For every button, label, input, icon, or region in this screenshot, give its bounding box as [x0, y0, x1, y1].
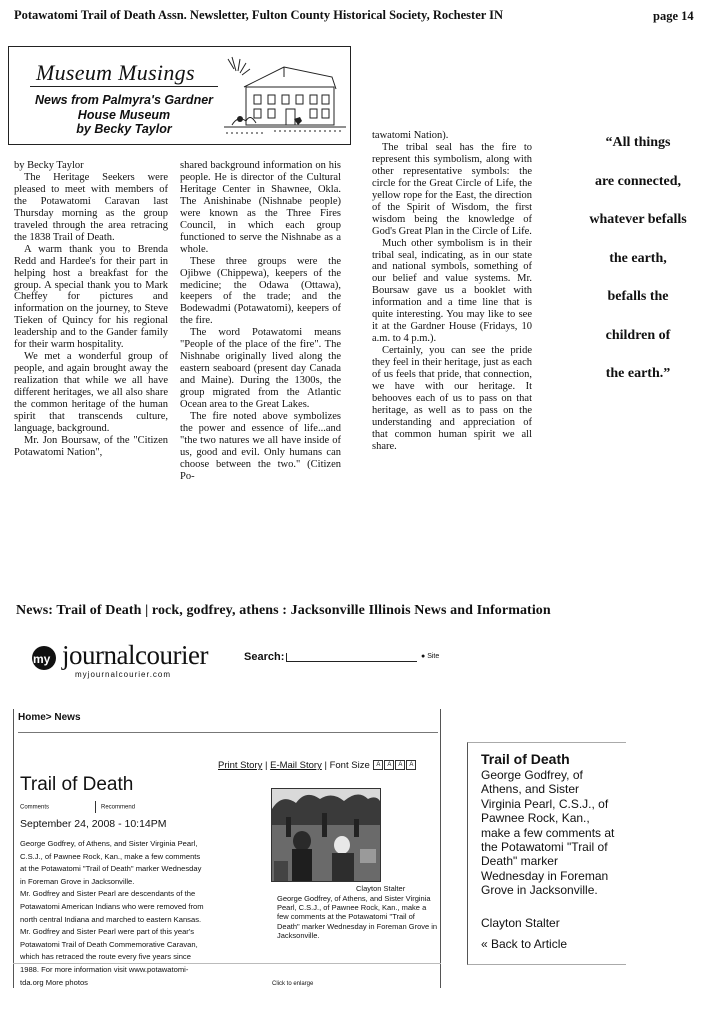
body-line: Mr. Godfrey and Sister Pearl were part of this year's [20, 927, 195, 937]
article-column-1 [14, 160, 168, 459]
body-line: north central Indiana and marched to eastern Kansas. [20, 914, 202, 924]
body-line: Mr. Godfrey and Sister Pearl are descendants of the [20, 889, 196, 899]
article-paragraph: The tribal seal has the fire to represent this symbolism, along with other representative symbols: the circle for the Great Circle of Life, the yellow rope for the East, the direction of the Spirit of Wisdom, the first wisdom being the knowledge of God's Great Plan in the Circle of Life. [372, 141, 532, 237]
divider [13, 709, 14, 988]
separator [95, 801, 96, 813]
divider [18, 732, 438, 733]
article-column-2 [180, 160, 341, 483]
subtitle-line: House Museum [77, 107, 171, 122]
quote-line: children of [605, 327, 671, 343]
quote-line: the earth, [609, 250, 667, 266]
article-paragraph: The Heritage Seekers were pleased to meet with members of the Potawatomi Caravan last Thursday morning as the group traveled through the area retracing the 1838 Trail of Death. [14, 171, 168, 243]
body-line: Potawatomi Trail of Death Commemorative Caravan, [20, 939, 198, 949]
photo-image [272, 789, 380, 881]
story-meta-links [20, 801, 135, 813]
journalcourier-logo-icon[interactable] [30, 645, 62, 671]
story-toolbar [218, 760, 416, 771]
photo-credit: Clayton Stalter [356, 884, 406, 893]
sidebar-title: Trail of Death [481, 751, 570, 767]
email-story-link[interactable]: E-Mail Story [270, 760, 322, 771]
article-paragraph: The word Potawatomi means "People of the place of the fire". The Nishnabe originally lived along the eastern seaboard (present day Canada and Maine). During the 1300s, the group migrated from the Atlantic Ocean area to the Great Lakes. [180, 327, 341, 411]
quote-line: “All things [605, 135, 671, 150]
search-scope-label: Site [427, 653, 440, 660]
sidebar-credit: Clayton Stalter [481, 916, 560, 930]
webpage-headline: News: Trail of Death | rock, godfrey, athens : Jacksonville Illinois News and Information [16, 603, 551, 618]
logo-mark-text: my [33, 652, 51, 666]
article-paragraph: shared background information on his people. He is director of the Cultural Heritage Center in Shawnee, Okla. The Anishinabe (Nishnabe people) were known as the Three Fires Council, in which each group functioned to serve the Nishnabe as a whole. [180, 160, 341, 255]
body-line[interactable]: tda.org More photos [20, 977, 88, 987]
toolbar-separator: | [324, 760, 327, 771]
sidebar-caption: George Godfrey, of Athens, and Sister Virginia Pearl, C.S.J., of Pawnee Rock, Kan., make a few comments at the Potawatomi "Trail of Death" marker Wednesday in Foreman Grove in Jacksonville. [481, 768, 615, 898]
story-photo[interactable] [271, 788, 381, 882]
article-paragraph: The fire noted above symbolizes the power and essence of life...and "the two natures we all have inside of us, good and evil. Only humans can choose between the two." (Citizen Po- [180, 411, 341, 482]
print-story-link[interactable]: Print Story [218, 760, 263, 771]
search-input[interactable] [286, 653, 417, 662]
radio-icon[interactable]: ● [421, 653, 426, 660]
body-line: which has retraced the route every five years since [20, 952, 191, 962]
search-scope[interactable] [421, 653, 439, 660]
font-size-label: Font Size [329, 760, 370, 771]
subtitle-line: News from Palmyra's Gardner [34, 93, 214, 107]
photo-caption: George Godfrey, of Athens, and Sister Virginia Pearl, C.S.J., of Pawnee Rock, Kan., make a few comments at the Potawatomi "Trail of Death" marker Wednesday in Foreman Grove in Jacksonville. [277, 894, 438, 940]
quote-line: the earth.” [605, 366, 671, 381]
font-size-button[interactable]: A [384, 760, 394, 770]
body-line: in Foreman Grove in Jacksonville. [20, 876, 135, 886]
museum-musings-subtitle [24, 93, 224, 137]
recommend-link[interactable]: Recommend [101, 804, 136, 811]
article-column-3 [372, 130, 532, 453]
back-to-article-link[interactable]: « Back to Article [481, 937, 568, 951]
search-label: Search: [244, 651, 285, 663]
comments-link[interactable]: Comments [20, 804, 50, 811]
site-logo-text[interactable]: journalcourier [62, 640, 208, 670]
body-line: at the Potawatomi "Trail of Death" marker Wednesday [20, 864, 202, 874]
article-paragraph: We met a wonderful group of people, and again brought away the realization that while we all have different heritages, we all also share the common heritage of the human spirit that transcends culture, language, background. [14, 351, 168, 434]
quote-line: are connected, [594, 173, 682, 189]
body-line: 1988. For more information visit www.potawatomi- [20, 964, 189, 974]
article-paragraph: A warm thank you to Brenda Redd and Hardee's for their part in helping host a breakfast for the group. A special thank you to Mark Cheffey for pictures and information on the journey, to Steve Tieken of Quincy for his regional leadership and to the Gander family for their warm hospitality. [14, 243, 168, 351]
toolbar-separator: | [265, 760, 268, 771]
page-number: page 14 [653, 9, 694, 23]
subtitle-line: by Becky Taylor [76, 122, 172, 136]
article-paragraph: Mr. Jon Boursaw, of the "Citizen Potawatomi Nation", [14, 434, 168, 458]
article-paragraph: tawatomi Nation). [372, 130, 449, 141]
font-size-button[interactable]: A [395, 760, 405, 770]
byline: by Becky Taylor [14, 160, 84, 171]
story-body [20, 838, 266, 989]
article-paragraph: These three groups were the Ojibwe (Chippewa), keepers of the medicine; the Odawa (Ottawa), keepers of the trade; and the Bodewadmi (Potawatomi), keepers of the fire. [180, 255, 341, 327]
site-logo-url: myjournalcourier.com [75, 670, 172, 679]
quote-line: whatever befalls [589, 212, 687, 227]
font-size-button[interactable]: A [373, 760, 383, 770]
house-sketch-icon [224, 55, 346, 139]
newsletter-header-title: Potawatomi Trail of Death Assn. Newsletter, Fulton County Historical Society, Rochester IN [14, 8, 504, 22]
breadcrumb[interactable]: Home> News [18, 712, 81, 723]
click-to-enlarge-link[interactable]: Click to enlarge [272, 981, 314, 987]
divider [440, 709, 441, 988]
body-line: C.S.J., of Pawnee Rock, Kan., make a few comments [20, 851, 201, 861]
body-line: George Godfrey, of Athens, and Sister Virginia Pearl, [20, 839, 198, 848]
body-line: Potawatomi American Indians who were removed from [20, 901, 204, 911]
story-title: Trail of Death [20, 774, 134, 795]
article-paragraph: Much other symbolism is in their tribal seal, indicating, as in our state and national symbols, something of our belief and value systems. Mr. Boursaw gave us a booklet with information and a time line that is quite interesting. You may like to see it at the Gardner House (Fridays, 10 a.m. to 4 p.m.). [372, 237, 532, 345]
museum-musings-title: Museum Musings [36, 60, 195, 85]
title-underline [30, 86, 218, 87]
pull-quote [570, 124, 706, 394]
article-paragraph: Certainly, you can see the pride they feel in their heritage, just as each of us feels that pride, that connection, we have with our heritage. It behooves each of us to pass on that heritage, as well as to pass on the understanding and appreciation of that common human spirit we all share. [372, 345, 532, 452]
story-date: September 24, 2008 - 10:14PM [20, 818, 167, 830]
quote-line: befalls the [607, 289, 669, 304]
font-size-button[interactable]: A [406, 760, 416, 770]
